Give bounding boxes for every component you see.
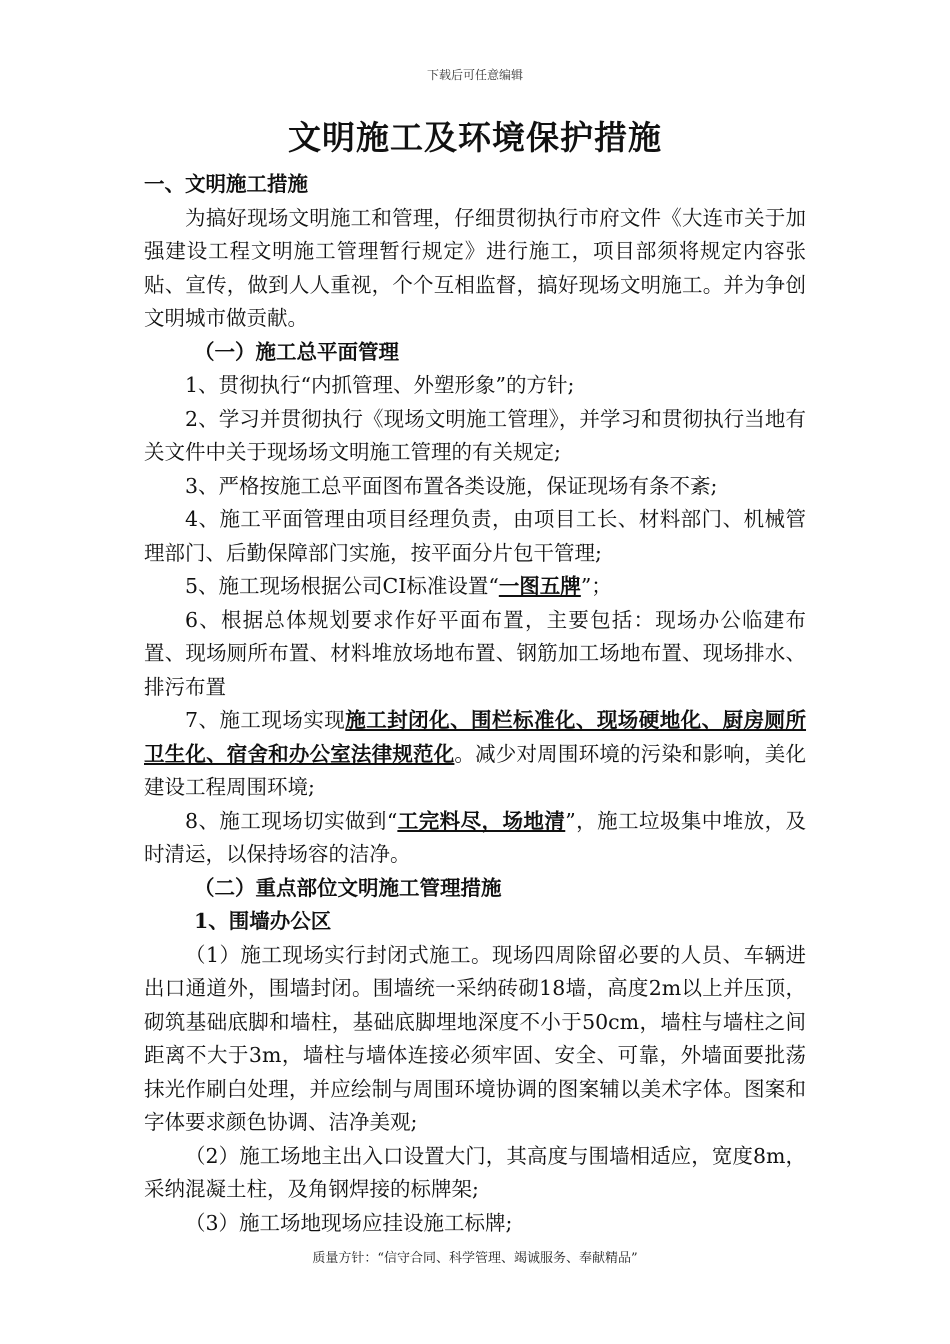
sub-heading-wall-office: 1、围墙办公区: [194, 909, 332, 933]
list-item-8-emphasis: 工完料尽，场地清: [397, 808, 566, 833]
list-item-5: [144, 570, 806, 604]
header-note: 下载后可任意编辑: [426, 68, 523, 82]
paragraph-enclosure: （1）施工现场实行封闭式施工。现场四周除留必要的人员、车辆进出口通道外，围墙封闭。围墙统一采纳砖砌18墙，高度2m以上并压顶，砌筑基础底脚和墙柱，基础底脚埋地深度不小于50cm，墙柱与墙柱之间距离不大于3m，墙柱与墙体连接必须牢固、安全、可靠，外墙面要批荡抹光作刷白处理，并应绘制与周围环境协调的图案辅以美术字体。图案和字体要求颜色协调、洁净美观;: [144, 942, 806, 1134]
list-item-7: [144, 704, 806, 805]
list-item-8: [144, 805, 806, 872]
paragraph-gate: （2）施工场地主出入口设置大门，其高度与围墙相适应，宽度8m，采纳混凝土柱，及角钢焊接的标牌架;: [144, 1143, 806, 1201]
list-item-7-emphasis: 施工封闭化、围栏标准化、现场硬地化、厨房厕所卫生化、宿舍和办公室法律规范化: [144, 708, 807, 766]
list-item-1: 1、贯彻执行“内抓管理、外塑形象”的方针;: [185, 373, 575, 397]
list-item-8-post: ”，施工垃圾集中堆放，及时清运，以保持场容的洁净。: [144, 808, 807, 866]
list-item-5-post: ”；: [580, 574, 612, 598]
list-item-4: 4、施工平面管理由项目经理负责，由项目工长、材料部门、机械管理部门、后勤保障部门实施，按平面分片包干管理;: [144, 507, 806, 565]
list-item-2: 2、学习并贯彻执行《现场文明施工管理》，并学习和贯彻执行当地有关文件中关于现场场文明施工管理的有关规定;: [144, 406, 806, 464]
list-item-8-pre: 8、施工现场切实做到“: [185, 808, 398, 833]
section-heading-1: 一、文明施工措施: [144, 172, 308, 196]
list-item-5-pre: 5、施工现场根据公司CI标准设置“: [185, 574, 499, 598]
list-item-3: 3、严格按施工总平面图布置各类设施，保证现场有条不紊;: [185, 473, 718, 498]
document-title: 文明施工及环境保护措施: [288, 118, 662, 157]
document-body: [144, 168, 806, 1240]
list-item-5-emphasis: 一图五牌: [498, 574, 581, 598]
footer-quality-policy: 质量方针：“信守合同、科学管理、竭诚服务、奉献精品”: [312, 1251, 638, 1266]
intro-paragraph: 为搞好现场文明施工和管理，仔细贯彻执行市府文件《大连市关于加强建设工程文明施工管理暂行规定》进行施工，项目部须将规定内容张贴、宣传，做到人人重视，个个互相监督，搞好现场文明施工。并为争创文明城市做贡献。: [144, 205, 806, 330]
list-item-6: 6、根据总体规划要求作好平面布置，主要包括：现场办公临建布置、现场厕所布置、材料堆放场地布置、钢筋加工场地布置、现场排水、排污布置: [144, 607, 806, 699]
list-item-7-post: 。减少对周围环境的污染和影响，美化建设工程周围环境;: [144, 741, 807, 799]
subsection-heading-1: （一）施工总平面管理: [194, 339, 399, 364]
paragraph-signboard: （3）施工场地现场应挂设施工标牌;: [185, 1210, 513, 1235]
list-item-7-pre: 7、施工现场实现: [185, 708, 346, 732]
subsection-heading-2: （二）重点部位文明施工管理措施: [194, 875, 502, 900]
